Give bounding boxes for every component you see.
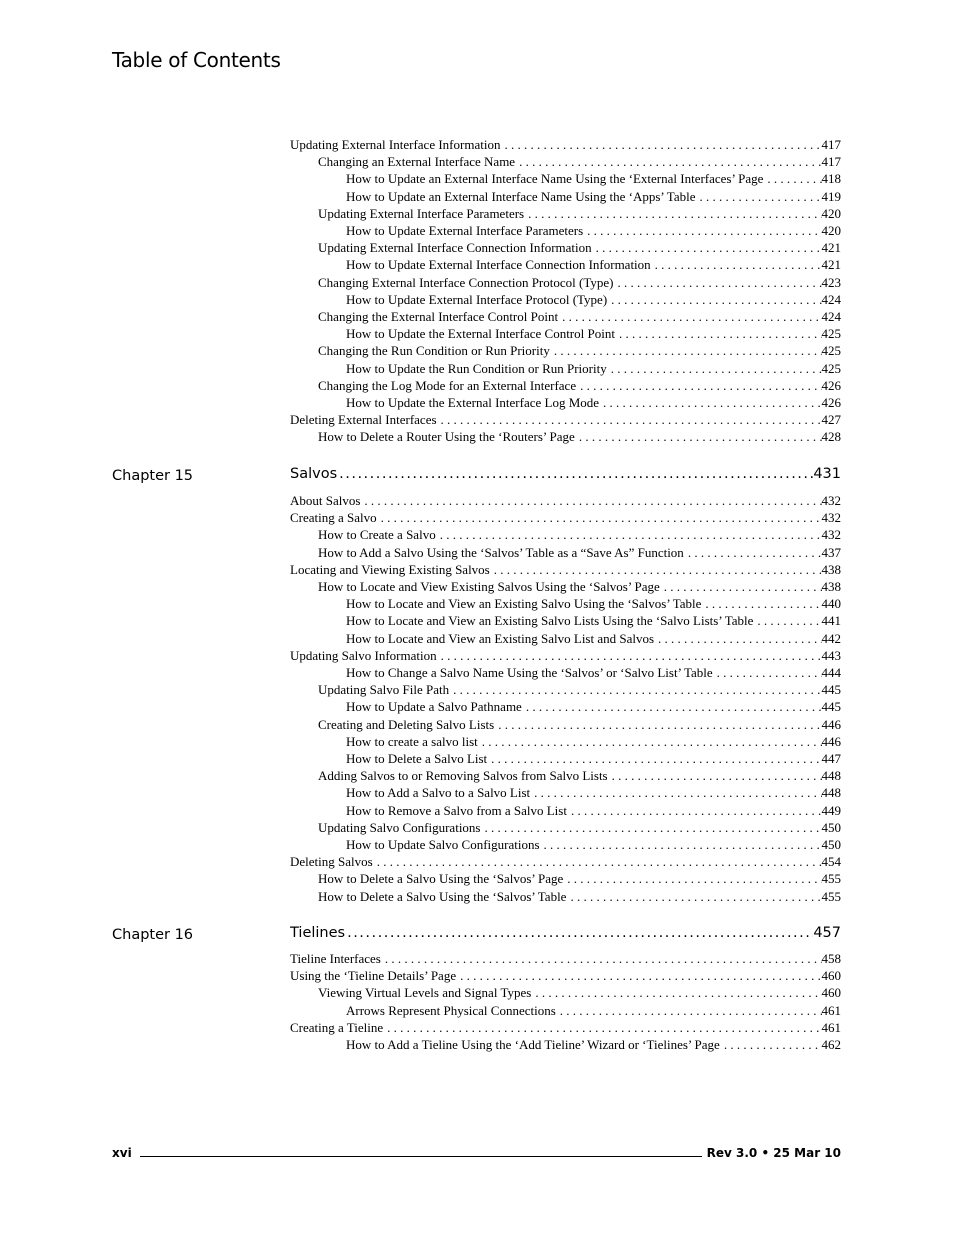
- toc-entry[interactable]: [290, 1019, 841, 1036]
- toc-entry[interactable]: [318, 308, 841, 325]
- toc-entry[interactable]: [290, 647, 841, 664]
- leader-dots: [695, 188, 821, 205]
- toc-entry-title: How to Update an External Interface Name Using the ‘Apps’ Table: [346, 188, 696, 204]
- leader-dots: [437, 647, 822, 664]
- leader-dots: [481, 819, 822, 836]
- toc-entry-title: Changing External Interface Connection Protocol (Type): [318, 274, 614, 290]
- toc-entry-page: 421: [821, 257, 841, 273]
- toc-entry[interactable]: [318, 153, 841, 170]
- toc-entry-page: 427: [821, 412, 841, 428]
- toc-entry-title: How to Add a Salvo Using the ‘Salvos’ Table as a “Save As” Function: [318, 544, 684, 560]
- leader-dots: [337, 466, 813, 482]
- toc-entry[interactable]: [290, 561, 841, 578]
- chapter-16-heading[interactable]: [290, 925, 841, 947]
- toc-entry-title: How to Locate and View an Existing Salvo Lists Using the ‘Salvo Lists’ Table: [346, 613, 754, 629]
- toc-entry-page: 421: [821, 240, 841, 256]
- toc-entry-page: 428: [821, 429, 841, 445]
- toc-entry-title: How to Update Salvo Configurations: [346, 837, 540, 852]
- toc-entry-title: Changing the External Interface Control Point: [318, 309, 559, 324]
- toc-entry-page: 417: [821, 137, 841, 152]
- toc-entry[interactable]: [290, 967, 841, 984]
- leader-dots: [607, 291, 821, 308]
- toc-entry[interactable]: [346, 733, 841, 750]
- toc-entry-page: 461: [821, 1002, 841, 1018]
- toc-entry[interactable]: [318, 819, 841, 836]
- toc-entry[interactable]: [346, 784, 841, 801]
- leader-dots: [377, 509, 822, 526]
- leader-dots: [436, 526, 822, 543]
- toc-entry-title: Updating Salvo Configurations: [318, 819, 481, 835]
- toc-entry-title: Updating External Interface Parameters: [318, 205, 525, 221]
- toc-entry-page: 461: [821, 1019, 841, 1035]
- toc-entry-page: 426: [821, 395, 841, 410]
- toc-entry[interactable]: [346, 170, 841, 187]
- toc-entry[interactable]: [318, 428, 841, 445]
- leader-dots: [608, 767, 822, 784]
- toc-entry-title: Tieline Interfaces: [290, 951, 381, 966]
- toc-entry-page: 442: [821, 630, 841, 646]
- leader-dots: [713, 664, 822, 681]
- toc-entry-title: How to Add a Tieline Using the ‘Add Tieline’ Wizard or ‘Tielines’ Page: [346, 1037, 720, 1052]
- toc-entry-page: 449: [821, 802, 841, 818]
- leader-dots: [345, 925, 813, 941]
- toc-entry-page: 460: [821, 968, 841, 984]
- toc-entry[interactable]: [346, 698, 841, 715]
- toc-entry-title: How to Update a Salvo Pathname: [346, 699, 522, 715]
- toc-entry-title: How to Create a Salvo: [318, 527, 436, 543]
- toc-entry[interactable]: [346, 836, 841, 853]
- leader-dots: [373, 853, 822, 870]
- toc-entry[interactable]: [290, 411, 841, 428]
- footer-page-number: xvi: [112, 1146, 132, 1160]
- toc-entry-title: How to Update the Run Condition or Run Priority: [346, 360, 607, 376]
- toc-entry-page: 425: [821, 343, 841, 359]
- toc-entry-title: How to Update the External Interface Control Point: [346, 326, 615, 342]
- toc-entry-title: Using the ‘Tieline Details’ Page: [290, 968, 457, 984]
- leader-dots: [524, 205, 821, 222]
- toc-entry[interactable]: [318, 578, 841, 595]
- leader-dots: [576, 377, 821, 394]
- toc-entry[interactable]: [290, 950, 841, 967]
- toc-entry-title: How to Update the External Interface Log Mode: [346, 395, 600, 410]
- toc-entry-page: 443: [821, 647, 841, 663]
- toc-entry-title: Creating and Deleting Salvo Lists: [318, 716, 495, 732]
- toc-entry-title: How to create a salvo list: [346, 733, 478, 749]
- toc-entry-title: How to Update an External Interface Name Using the ‘External Interfaces’ Page: [346, 171, 764, 187]
- toc-entry[interactable]: [318, 984, 841, 1001]
- toc-entry-title: Creating a Salvo: [290, 510, 377, 526]
- toc-entry[interactable]: [346, 188, 841, 205]
- toc-entry-page: 446: [821, 733, 841, 749]
- toc-entry[interactable]: [318, 205, 841, 222]
- toc-entry-page: 438: [821, 579, 841, 594]
- toc-entry[interactable]: [346, 394, 841, 411]
- leader-dots: [701, 595, 821, 612]
- toc-entry-title: How to Update External Interface Protocol (Type): [346, 291, 608, 307]
- toc-entry-title: About Salvos: [290, 493, 361, 508]
- toc-entry[interactable]: [346, 664, 841, 681]
- toc-entry[interactable]: [318, 377, 841, 394]
- leader-dots: [563, 870, 821, 887]
- toc-entry-page: 423: [821, 274, 841, 290]
- leader-dots: [360, 492, 821, 509]
- leader-dots: [550, 342, 822, 359]
- toc-entry-page: 438: [821, 561, 841, 577]
- toc-entry-title: How to Update External Interface Connection Information: [346, 257, 651, 273]
- toc-entry-page: 426: [821, 377, 841, 393]
- toc-entry[interactable]: [346, 222, 841, 239]
- toc-entry[interactable]: [318, 274, 841, 291]
- leader-dots: [660, 578, 822, 595]
- toc-entry[interactable]: [290, 492, 841, 509]
- toc-entry-page: 424: [821, 291, 841, 307]
- toc-entry-title: Changing an External Interface Name: [318, 154, 516, 170]
- chapter-16-page: 457: [813, 925, 841, 941]
- toc-entry-page: 455: [821, 871, 841, 887]
- leader-dots: [763, 170, 821, 187]
- chapter-16-title: Tielines: [290, 925, 346, 941]
- toc-entry-title: How to Locate and View an Existing Salvo List and Salvos: [346, 630, 655, 646]
- toc-entry-page: 447: [821, 751, 841, 766]
- leader-dots: [487, 750, 821, 767]
- toc-entry[interactable]: [318, 870, 841, 887]
- toc-entry[interactable]: [318, 239, 841, 256]
- toc-entry-title: How to Locate and View Existing Salvos Using the ‘Salvos’ Page: [318, 579, 660, 594]
- leader-dots: [437, 411, 822, 428]
- toc-entry-page: 417: [821, 154, 841, 170]
- toc-entry-page: 450: [821, 837, 841, 852]
- toc-entry[interactable]: [290, 853, 841, 870]
- toc-entry-page: 448: [821, 768, 841, 784]
- toc-entry-title: Deleting External Interfaces: [290, 412, 437, 428]
- chapter-15-heading[interactable]: [290, 466, 841, 488]
- toc-entry-page: 432: [821, 527, 841, 543]
- toc-entry-page: 445: [821, 699, 841, 715]
- toc-entry-title: How to Change a Salvo Name Using the ‘Salvos’ or ‘Salvo List’ Table: [346, 665, 713, 680]
- toc-entry-page: 454: [821, 854, 841, 870]
- toc-entry-title: How to Locate and View an Existing Salvo Using the ‘Salvos’ Table: [346, 596, 702, 612]
- toc-entry-page: 420: [821, 205, 841, 221]
- toc-entry-title: Deleting Salvos: [290, 854, 373, 870]
- toc-entry[interactable]: [346, 1036, 841, 1053]
- toc-entry[interactable]: [290, 136, 841, 153]
- toc-entry-page: 450: [821, 819, 841, 835]
- leader-dots: [558, 308, 821, 325]
- leader-dots: [500, 136, 821, 153]
- toc-entry-page: 458: [821, 951, 841, 966]
- toc-entry[interactable]: [318, 342, 841, 359]
- leader-dots: [494, 716, 821, 733]
- toc-entry[interactable]: [290, 509, 841, 526]
- toc-entry-title: Adding Salvos to or Removing Salvos from Salvo Lists: [318, 768, 608, 784]
- leader-dots: [531, 984, 821, 1001]
- toc-entry-page: 425: [821, 326, 841, 342]
- toc-entry[interactable]: [346, 802, 841, 819]
- toc-entry[interactable]: [346, 325, 841, 342]
- toc-entry-page: 432: [821, 510, 841, 526]
- toc-entry[interactable]: [346, 595, 841, 612]
- toc-entry-title: How to Delete a Router Using the ‘Routers’ Page: [318, 429, 575, 445]
- leader-dots: [566, 888, 821, 905]
- leader-dots: [567, 802, 822, 819]
- toc-entry[interactable]: [346, 750, 841, 767]
- leader-dots: [599, 394, 821, 411]
- toc-entry-title: How to Update External Interface Parameters: [346, 223, 584, 238]
- leader-dots: [684, 544, 822, 561]
- toc-entry-page: 445: [821, 682, 841, 698]
- toc-entry-title: Changing the Run Condition or Run Priority: [318, 343, 550, 359]
- leader-dots: [615, 325, 822, 342]
- toc-entry-title: How to Delete a Salvo List: [346, 751, 488, 766]
- leader-dots: [449, 681, 821, 698]
- leader-dots: [490, 561, 822, 578]
- leader-dots: [651, 256, 822, 273]
- toc-entry[interactable]: [318, 716, 841, 733]
- leader-dots: [540, 836, 822, 853]
- leader-dots: [592, 239, 822, 256]
- toc-entry-page: 432: [821, 493, 841, 508]
- toc-entry[interactable]: [346, 256, 841, 273]
- leader-dots: [383, 1019, 821, 1036]
- toc-entry[interactable]: [346, 291, 841, 308]
- toc-entry-title: Arrows Represent Physical Connections: [346, 1002, 556, 1018]
- footer-revision: Rev 3.0 • 25 Mar 10: [706, 1146, 841, 1160]
- toc-entry[interactable]: [318, 544, 841, 561]
- leader-dots: [456, 967, 821, 984]
- toc-entry[interactable]: [346, 360, 841, 377]
- toc-entry-title: How to Delete a Salvo Using the ‘Salvos’ Page: [318, 871, 564, 887]
- toc-entry-title: How to Add a Salvo to a Salvo List: [346, 785, 531, 801]
- toc-entry-page: 441: [821, 613, 841, 629]
- leader-dots: [522, 698, 822, 715]
- footer-rule: [140, 1156, 702, 1157]
- toc-entry-page: 448: [821, 785, 841, 801]
- toc-entry-title: Updating Salvo Information: [290, 647, 437, 663]
- toc-entry-title: Updating External Interface Information: [290, 137, 501, 152]
- leader-dots: [530, 784, 821, 801]
- toc-entry[interactable]: [318, 888, 841, 905]
- toc-entry-page: 424: [821, 309, 841, 324]
- toc-entry[interactable]: [346, 1002, 841, 1019]
- page-title: Table of Contents: [112, 48, 281, 72]
- toc-entry-title: Creating a Tieline: [290, 1019, 384, 1035]
- toc-entry-page: 440: [821, 596, 841, 612]
- toc-entry-page: 437: [821, 544, 841, 560]
- leader-dots: [607, 360, 822, 377]
- toc-entry-page: 419: [821, 188, 841, 204]
- chapter-15-label: Chapter 15: [112, 468, 194, 484]
- leader-dots: [654, 630, 821, 647]
- toc-entry-page: 418: [821, 171, 841, 187]
- leader-dots: [515, 153, 821, 170]
- toc-entry-page: 444: [821, 665, 841, 680]
- toc-entry-title: How to Delete a Salvo Using the ‘Salvos’ Table: [318, 888, 567, 904]
- toc-entry-page: 462: [821, 1037, 841, 1052]
- toc-entry[interactable]: [318, 526, 841, 543]
- leader-dots: [381, 950, 822, 967]
- leader-dots: [556, 1002, 822, 1019]
- leader-dots: [720, 1036, 822, 1053]
- toc-entry-title: Locating and Viewing Existing Salvos: [290, 561, 490, 577]
- toc-entry-title: Changing the Log Mode for an External Interface: [318, 377, 577, 393]
- toc-entry-page: 446: [821, 716, 841, 732]
- toc-entry-page: 460: [821, 985, 841, 1001]
- toc-entry-page: 420: [821, 223, 841, 238]
- leader-dots: [478, 733, 822, 750]
- leader-dots: [753, 612, 821, 629]
- leader-dots: [583, 222, 821, 239]
- toc-entry-title: Updating Salvo File Path: [318, 682, 450, 698]
- chapter-15-page: 431: [813, 466, 841, 482]
- leader-dots: [613, 274, 821, 291]
- toc-entry-title: Viewing Virtual Levels and Signal Types: [318, 985, 532, 1001]
- toc-entry[interactable]: [346, 630, 841, 647]
- toc-entry[interactable]: [318, 767, 841, 784]
- chapter-15-title: Salvos: [290, 466, 338, 482]
- toc-entry[interactable]: [318, 681, 841, 698]
- toc-entry-page: 425: [821, 360, 841, 376]
- toc-entry-title: How to Remove a Salvo from a Salvo List: [346, 802, 567, 818]
- toc-entry[interactable]: [346, 612, 841, 629]
- toc-entry-title: Updating External Interface Connection Information: [318, 240, 592, 256]
- toc-entry-page: 455: [821, 888, 841, 904]
- chapter-16-label: Chapter 16: [112, 927, 194, 943]
- leader-dots: [575, 428, 822, 445]
